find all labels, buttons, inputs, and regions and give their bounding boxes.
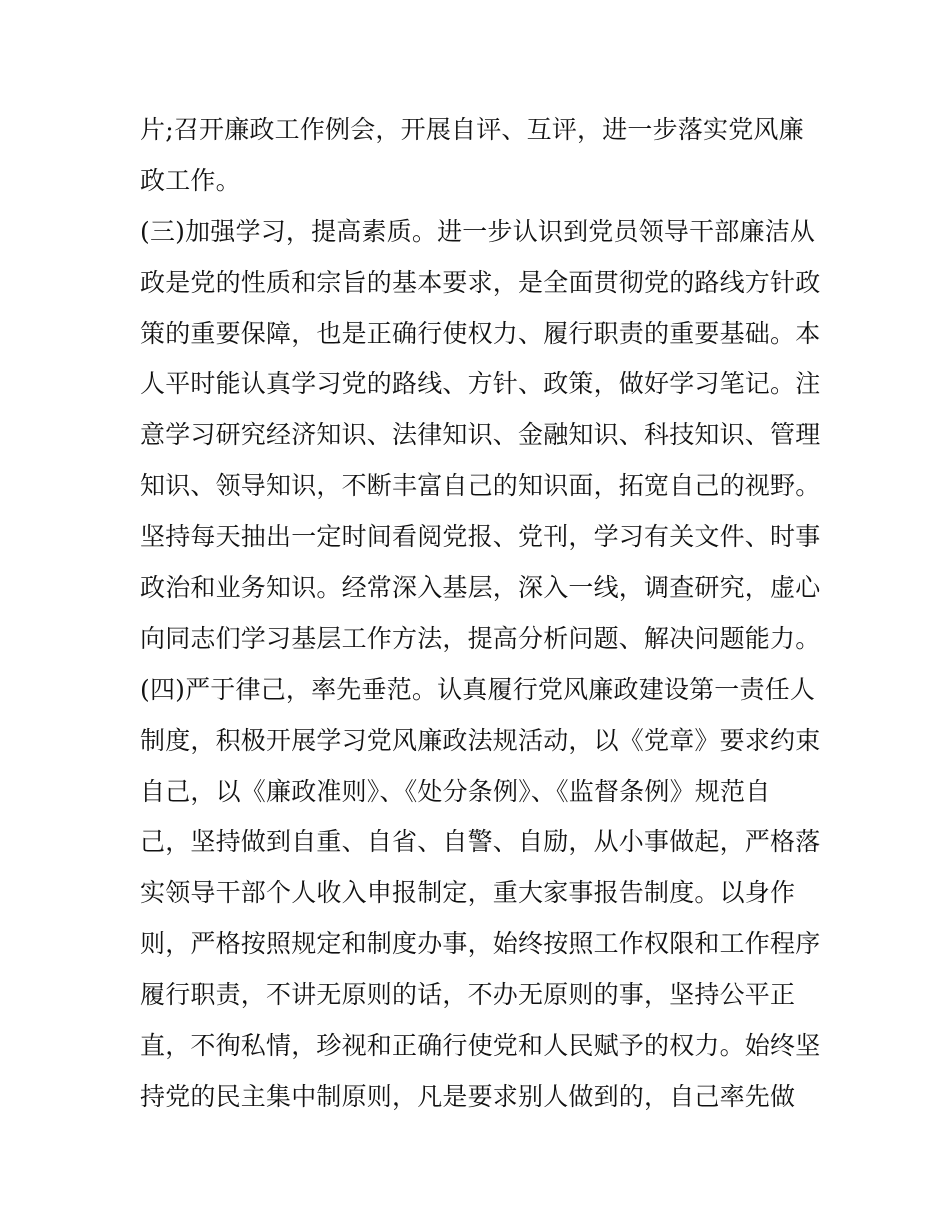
text-line: 政工作。 (140, 165, 241, 195)
text-line: 制度，积极开展学习党风廉政法规活动，以《党章》要求约束 (140, 725, 821, 755)
text-line: 知识、领导知识，不断丰富自己的知识面，拓宽自己的视野。 (140, 471, 821, 501)
text-line: 政治和业务知识。经常深入基层，深入一线，调查研究，虚心 (140, 573, 821, 603)
text-line: 意学习研究经济知识、法律知识、金融知识、科技知识、管理 (140, 420, 821, 450)
text-line: (三)加强学习，提高素质。进一步认识到党员领导干部廉洁从 (140, 216, 816, 246)
text-line: 人平时能认真学习党的路线、方针、政策，做好学习笔记。注 (140, 369, 821, 399)
text-line: 己，坚持做到自重、自省、自警、自励，从小事做起，严格落 (140, 827, 821, 857)
text-line: 实领导干部个人收入申报制定，重大家事报告制度。以身作 (140, 878, 796, 908)
text-line: 向同志们学习基层工作方法，提高分析问题、解决问题能力。 (140, 623, 821, 653)
text-line: 持党的民主集中制原则，凡是要求别人做到的，自己率先做 (140, 1081, 796, 1111)
text-line: 直，不徇私情，珍视和正确行使党和人民赋予的权力。始终坚 (140, 1031, 821, 1061)
text-line: 政是党的性质和宗旨的基本要求，是全面贯彻党的路线方针政 (140, 267, 821, 297)
text-line: 自己，以《廉政准则》、《处分条例》、《监督条例》规范自 (140, 776, 771, 806)
text-line: 片;召开廉政工作例会，开展自评、互评，进一步落实党风廉 (140, 115, 804, 144)
document-body (140, 105, 830, 1123)
text-line: 坚持每天抽出一定时间看阅党报、党刊，学习有关文件、时事 (140, 522, 821, 552)
text-line: (四)严于律己，率先垂范。认真履行党风廉政建设第一责任人 (140, 674, 816, 704)
text-line: 策的重要保障，也是正确行使权力、履行职责的重要基础。本 (140, 318, 821, 348)
text-line: 履行职责，不讲无原则的话，不办无原则的事，坚持公平正 (140, 980, 796, 1010)
text-line: 则，严格按照规定和制度办事，始终按照工作权限和工作程序 (140, 929, 821, 959)
